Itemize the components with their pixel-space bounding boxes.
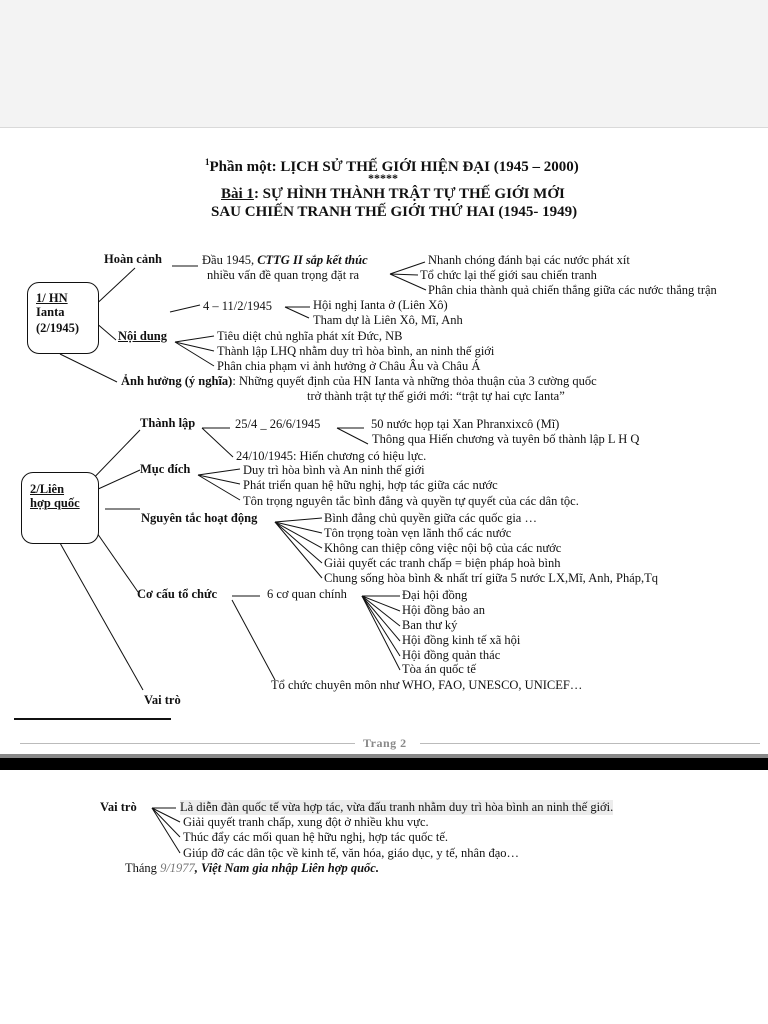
- label-noi-dung: Nội dung: [118, 329, 167, 343]
- noi-dung-item1: Tiêu diệt chủ nghĩa phát xít Đức, NB: [217, 329, 403, 343]
- hoan-canh-item2: Tổ chức lại thế giới sau chiến tranh: [420, 268, 597, 282]
- page-number-line-right: [420, 743, 760, 744]
- thanh-lap-item3: 24/10/1945: Hiến chương có hiệu lực.: [236, 449, 427, 463]
- hoan-canh-item1: Nhanh chóng đánh bại các nước phát xít: [428, 253, 630, 267]
- vai-tro-item4: Giúp đỡ các dân tộc về kinh tế, văn hóa, giáo dục, y tế, nhân đạo…: [183, 846, 520, 860]
- hoan-canh-text2: nhiều vấn đề quan trọng đặt ra: [207, 268, 360, 282]
- page-number: Trang 2: [363, 736, 407, 750]
- vai-tro-item3: Thúc đẩy các mối quan hệ hữu nghị, hợp tác quốc tế.: [183, 830, 449, 844]
- section2-title: 2/Liên: [30, 482, 65, 496]
- nguyen-tac-item1: Bình đẳng chủ quyền giữa các quốc gia …: [324, 511, 537, 525]
- lesson-title-line1: Bài 1: SỰ HÌNH THÀNH TRẬT TỰ THẾ GIỚI MỚI: [221, 186, 565, 202]
- co-cau-item2: Hội đồng bảo an: [402, 603, 485, 617]
- stars-divider: *****: [368, 171, 398, 185]
- co-cau-count: 6 cơ quan chính: [267, 587, 347, 601]
- muc-dich-item2: Phát triển quan hệ hữu nghị, hợp tác giữa các nước: [243, 478, 498, 492]
- section1-subtitle: Ianta: [36, 305, 65, 319]
- co-cau-item6: Tòa án quốc tế: [402, 662, 476, 676]
- thanh-lap-item2: Thông qua Hiến chương và tuyên bố thành lập L H Q: [372, 432, 640, 446]
- label-vai-tro-p2: Vai trò: [100, 800, 137, 814]
- part-heading: $^1$Phần một: LỊCH SỬ THẾ GIỚI HIỆN ĐẠI (1945 – 2000): [205, 157, 579, 175]
- anh-huong-line1: Ảnh hưởng (ý nghĩa): Những quyết định của HN Ianta và những thỏa thuận của 3 cường quốc: [121, 374, 597, 388]
- nguyen-tac-item4: Giải quyết các tranh chấp = biện pháp hoà bình: [324, 556, 561, 570]
- lesson-title-line2: SAU CHIẾN TRANH THẾ GIỚI THỨ HAI (1945- 1949): [211, 204, 578, 220]
- hoan-canh-item3: Phân chia thành quả chiến thắng giữa các nước thắng trận: [428, 283, 717, 297]
- nguyen-tac-item2: Tôn trọng toàn vẹn lãnh thổ các nước: [324, 526, 512, 540]
- hoan-canh-text1: Đầu 1945, CTTG II sắp kết thúc: [202, 253, 368, 267]
- muc-dich-item3: Tôn trọng nguyên tắc bình đẳng và quyền tự quyết của các dân tộc.: [243, 494, 579, 508]
- label-thanh-lap: Thành lập: [140, 416, 196, 430]
- conference-date: 4 – 11/2/1945: [203, 299, 272, 313]
- thanh-lap-item1: 50 nước họp tại Xan Phranxixcô (Mĩ): [371, 417, 560, 431]
- section2-subtitle: hợp quốc: [30, 496, 80, 510]
- co-cau-item3: Ban thư ký: [402, 618, 458, 632]
- thanh-lap-date: 25/4 _ 26/6/1945: [235, 417, 321, 431]
- conference-place: Hội nghị Ianta ở (Liên Xô): [313, 298, 448, 312]
- co-cau-item1: Đại hội đồng: [402, 588, 468, 602]
- co-cau-item4: Hội đồng kinh tế xã hội: [402, 633, 521, 647]
- section1-box: [27, 282, 99, 354]
- label-hoan-canh: Hoàn cảnh: [104, 252, 163, 266]
- label-nguyen-tac: Nguyên tắc hoạt động: [141, 511, 258, 525]
- label-muc-dich: Mục đích: [140, 462, 191, 476]
- muc-dich-item1: Duy trì hòa bình và An ninh thế giới: [243, 463, 425, 477]
- nguyen-tac-item3: Không can thiệp công việc nội bộ của các nước: [324, 541, 562, 555]
- vietnam-join: Tháng 9/1977, Việt Nam gia nhập Liên hợp quốc.: [125, 861, 379, 875]
- page-number-line-left: [20, 743, 355, 744]
- section1-date: (2/1945): [36, 321, 80, 335]
- vai-tro-item1: Là diễn đàn quốc tế vừa hợp tác, vừa đấu tranh nhằm duy trì hòa bình an ninh thế giới.: [180, 800, 614, 814]
- conference-participants: Tham dự là Liên Xô, Mĩ, Anh: [313, 313, 463, 327]
- page-break: [0, 758, 768, 770]
- vai-tro-item2: Giải quyết tranh chấp, xung đột ở nhiều khu vực.: [183, 815, 429, 829]
- footnote-rule: [14, 718, 171, 720]
- co-cau-other: Tổ chức chuyên môn như WHO, FAO, UNESCO, UNICEF…: [271, 678, 583, 692]
- anh-huong-line2: trở thành trật tự thế giới mới: “trật tự hai cực Ianta”: [307, 389, 565, 403]
- section1-title: 1/ HN: [36, 291, 68, 305]
- label-co-cau: Cơ cấu tổ chức: [137, 587, 218, 601]
- noi-dung-item3: Phân chia phạm vi ảnh hưởng ở Châu Âu và Châu Á: [217, 359, 481, 373]
- co-cau-item5: Hội đồng quản thác: [402, 648, 501, 662]
- label-vai-tro-p1: Vai trò: [144, 693, 181, 707]
- section2-box: [21, 472, 99, 544]
- nguyen-tac-item5: Chung sống hòa bình & nhất trí giữa 5 nước LX,Mĩ, Anh, Pháp,Tq: [324, 571, 659, 585]
- noi-dung-item2: Thành lập LHQ nhằm duy trì hòa bình, an ninh thế giới: [217, 344, 495, 358]
